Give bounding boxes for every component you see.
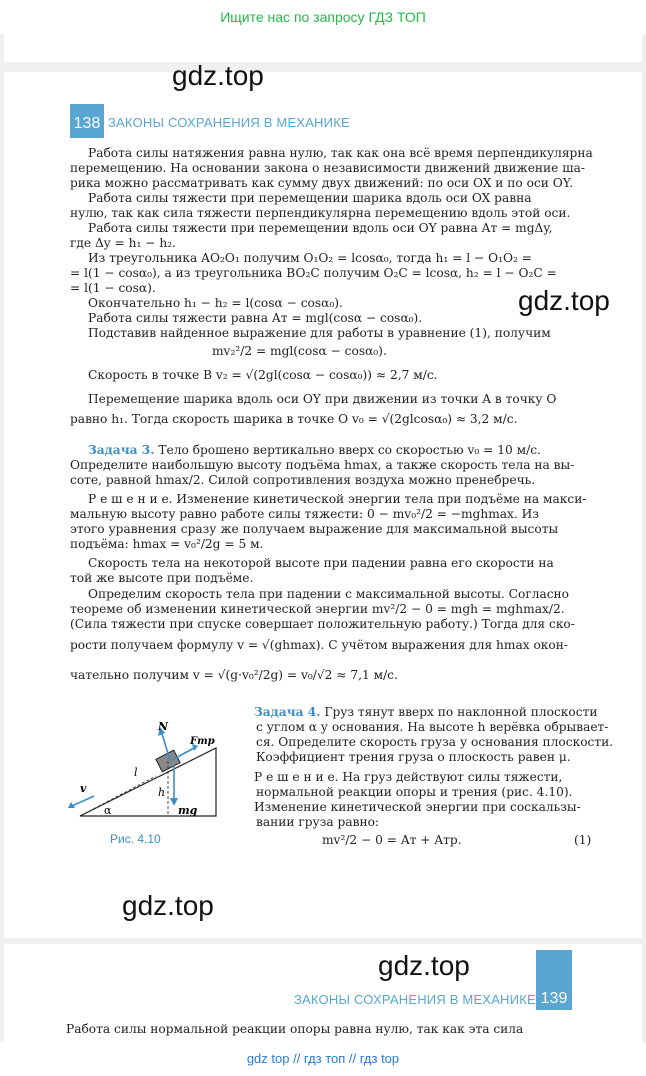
formula-line: равно h₁. Тогда скорость шарика в точке O v₀ = √(2glcosα₀) ≈ 3,2 м/с. [70, 412, 518, 426]
text-line: Коэффициент трения груза о плоскость равен μ. [256, 750, 571, 764]
task4-label: Задача 4. [254, 705, 321, 719]
text-line: где Δy = h₁ − h₂. [70, 236, 176, 250]
text-line: Подставив найденное выражение для работы в уравнение (1), получим [88, 326, 551, 340]
page-number-139: 139 [536, 950, 572, 1010]
text-line: Скорость тела на некоторой высоте при падении равна его скорости на [88, 556, 554, 570]
watermark: gdz.top [172, 60, 264, 91]
text-line: Р е ш е н и е. Изменение кинетической энергии тела при подъёме на макси- [88, 492, 587, 506]
text-line: рика можно рассматривать как сумму двух движений: по оси OX и по оси OY. [70, 176, 574, 190]
previous-page-edge [4, 34, 642, 62]
figure-caption: Рис. 4.10 [110, 832, 161, 846]
text-line: = l(1 − cosα). [70, 281, 156, 295]
text-line: Из треугольника AO₂O₁ получим O₁O₂ = lcosα₀, тогда h₁ = l − O₁O₂ = [88, 251, 532, 265]
text-line: рости получаем формулу v = √(ghmax). С учётом выражения для hmax окон- [70, 638, 568, 652]
figure-4-10 [66, 716, 226, 826]
label-N: N [158, 720, 169, 733]
text-line: Работа силы нормальной реакции опоры равна нулю, так как эта сила [66, 1022, 524, 1036]
watermark: gdz.top [378, 950, 470, 981]
text-line: Перемещение шарика вдоль оси OY при движении из точки A в точку O [88, 392, 557, 406]
task3-text: Тело брошено вертикально вверх со скоростью v₀ = 10 м/с. [154, 443, 541, 457]
text-line: этого уравнения сразу же получаем выражение для максимальной высоты [70, 522, 559, 536]
chapter-title-139: ЗАКОНЫ СОХРАНЕНИЯ В МЕХАНИКЕ [294, 992, 536, 1007]
text-line: Изменение кинетической энергии при соскальзы- [254, 800, 581, 814]
chapter-title: ЗАКОНЫ СОХРАНЕНИЯ В МЕХАНИКЕ [108, 115, 350, 130]
page-number: 138 [70, 104, 104, 138]
top-banner-text[interactable]: Ищите нас по запросу ГДЗ ТОП [220, 9, 426, 25]
equation-number: (1) [574, 833, 592, 847]
task3-first-line [88, 443, 541, 458]
top-banner[interactable] [0, 0, 646, 34]
text-line: ся. Определите скорость груза у основания плоскости. [256, 735, 614, 749]
text-line: той же высоте при подъёме. [70, 571, 254, 585]
text-line: Определите наибольшую высоту подъёма hmax, а также скорость тела на вы- [70, 458, 575, 472]
text-line: = l(1 − cosα₀), а из треугольника BO₂C получим O₂C = lcosα, h₂ = l − O₂C = [70, 266, 557, 280]
task4-text: Груз тянут вверх по наклонной плоскости [320, 705, 598, 719]
label-l: l [134, 766, 138, 779]
task3-label: Задача 3. [88, 443, 155, 457]
text-line: перемещению. На основании закона о независимости движений движение ша- [70, 161, 585, 175]
bottom-banner[interactable] [0, 1042, 646, 1076]
watermark: gdz.top [122, 890, 214, 921]
formula-line: mv₂²/2 = mgl(cosα − cosα₀). [212, 344, 387, 358]
bottom-banner-text[interactable]: gdz top // гдз топ // гдз top [246, 1051, 400, 1066]
formula-line: чательно получим v = √(g·v₀²/2g) = v₀/√2 ≈ 7,1 м/с. [70, 668, 398, 682]
text-line: нулю, так как сила тяжести перпендикулярна перемещению вдоль этой оси. [70, 206, 571, 220]
text-line: Р е ш е н и е. На груз действуют силы тяжести, [254, 770, 563, 784]
label-h: h [158, 786, 166, 799]
equation: mv²/2 − 0 = Aт + Aтр. [322, 833, 462, 847]
text-line: вании груза равно: [256, 815, 380, 829]
text-line: мальную высоту равно работе силы тяжести: 0 − mv₀²/2 = −mghmax. Из [70, 507, 539, 521]
text-line: (Сила тяжести при спуске совершает положительную работу.) Тогда для ско- [70, 617, 575, 631]
text-line: с углом α у основания. На высоте h верёвка обрывает- [256, 720, 609, 734]
text-line: Определим скорость тела при падении с максимальной высоты. Согласно [88, 587, 570, 601]
watermark: gdz.top [518, 285, 610, 316]
text-line: Работа силы тяжести при перемещении шарика вдоль оси OX равна [88, 191, 532, 205]
text-line: Работа силы натяжения равна нулю, так как она всё время перпендикулярна [88, 146, 593, 160]
label-F: Fтр [190, 736, 215, 747]
label-mg: mg [178, 804, 198, 817]
label-alpha: α [104, 804, 112, 817]
text-line: Окончательно h₁ − h₂ = l(cosα − cosα₀). [88, 296, 343, 310]
text-line: Работа силы тяжести при перемещении вдоль оси OY равна Aт = mgΔy, [88, 221, 553, 235]
task4-first-line [254, 705, 597, 720]
text-line: нормальной реакции опоры и трения (рис. 4.10). [256, 785, 573, 799]
formula-line: Скорость в точке B v₂ = √(2gl(cosα − cosα₀)) ≈ 2,7 м/с. [88, 368, 438, 382]
text-line: подъёма: hmax = v₀²/2g = 5 м. [70, 537, 264, 551]
text-line: теореме об изменении кинетической энергии mv²/2 − 0 = mgh = mghmax/2. [70, 602, 565, 616]
text-line: соте, равной hmax/2. Силой сопротивления воздуха можно пренебречь. [70, 473, 536, 487]
text-line: Работа силы тяжести равна Aт = mgl(cosα − cosα₀). [88, 311, 423, 325]
label-v: v [80, 782, 87, 795]
